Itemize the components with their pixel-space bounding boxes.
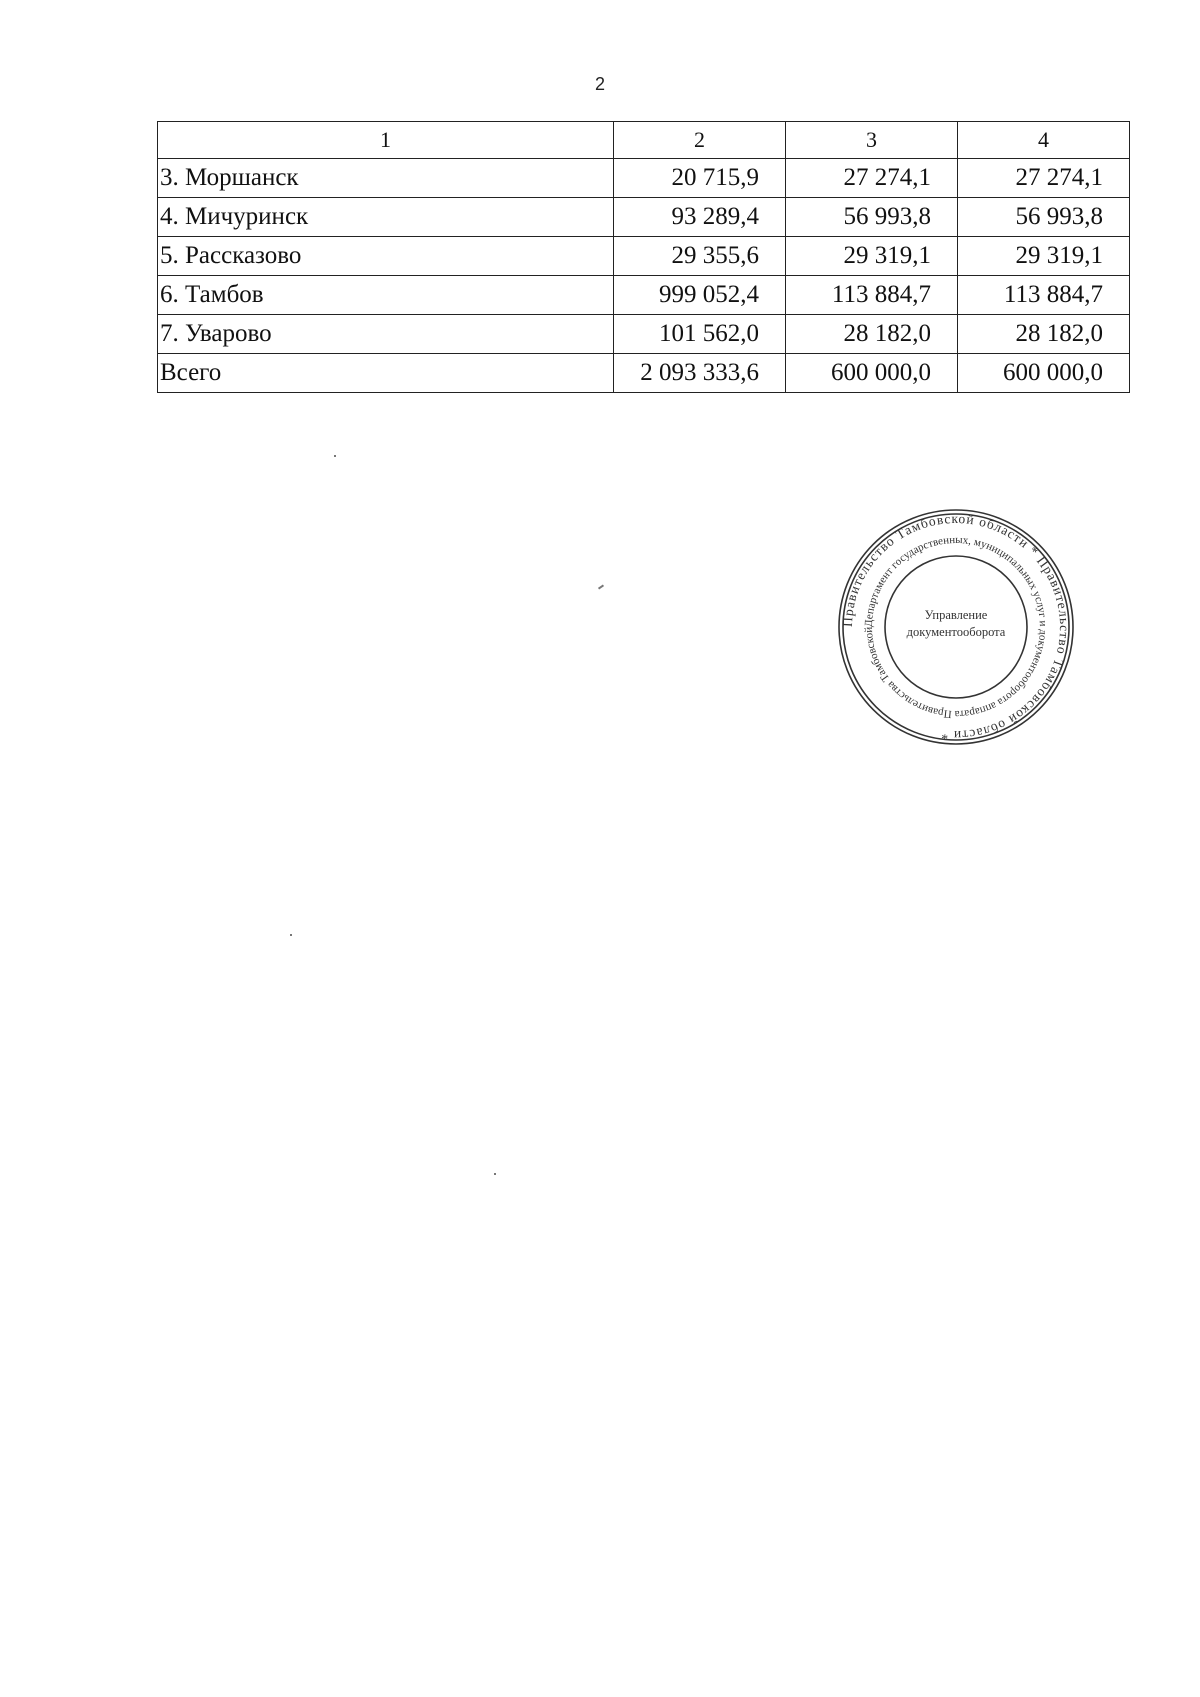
- scan-speck: [290, 934, 292, 936]
- row-value-col2: 29 355,6: [614, 237, 786, 276]
- official-seal: [836, 507, 1076, 747]
- allocation-table: [157, 121, 1130, 393]
- header-cell-2: 2: [614, 122, 786, 159]
- row-value-col3: 29 319,1: [786, 237, 958, 276]
- row-value-col2: 93 289,4: [614, 198, 786, 237]
- page-number: 2: [594, 74, 605, 94]
- row-value-col4: 600 000,0: [958, 354, 1130, 393]
- row-value-col4: 113 884,7: [958, 276, 1130, 315]
- seal-center: [906, 607, 1006, 641]
- row-value-col4: 27 274,1: [958, 159, 1130, 198]
- table-row: [158, 237, 1130, 276]
- scan-speck: [598, 584, 604, 589]
- row-value-col2: 101 562,0: [614, 315, 786, 354]
- row-name: 6. Тамбов: [158, 276, 614, 315]
- row-name: 4. Мичуринск: [158, 198, 614, 237]
- row-value-col3: 113 884,7: [786, 276, 958, 315]
- table-header-row: [158, 122, 1130, 159]
- row-value-col3: 600 000,0: [786, 354, 958, 393]
- table-row: [158, 276, 1130, 315]
- table-row: [158, 198, 1130, 237]
- row-value-col3: 56 993,8: [786, 198, 958, 237]
- row-value-col4: 56 993,8: [958, 198, 1130, 237]
- row-value-col2: 2 093 333,6: [614, 354, 786, 393]
- row-name: Всего: [158, 354, 614, 393]
- row-value-col2: 999 052,4: [614, 276, 786, 315]
- header-cell-1: 1: [158, 122, 614, 159]
- seal-outer-text: Правительство Тамбовской области * Правительство Тамбовской области *: [839, 510, 1073, 744]
- row-value-col4: 29 319,1: [958, 237, 1130, 276]
- table-row: [158, 315, 1130, 354]
- seal-middle-text: Департамент государственных, муниципальных услуг и документооборота аппарата Правительства Тамбовской: [862, 533, 1050, 721]
- seal-center-line-2: документооборота: [906, 625, 1006, 639]
- row-value-col3: 28 182,0: [786, 315, 958, 354]
- table-total-row: [158, 354, 1130, 393]
- row-name: 5. Рассказово: [158, 237, 614, 276]
- header-cell-4: 4: [958, 122, 1130, 159]
- scan-speck: [494, 1173, 496, 1175]
- row-value-col2: 20 715,9: [614, 159, 786, 198]
- row-name: 3. Моршанск: [158, 159, 614, 198]
- header-cell-3: 3: [786, 122, 958, 159]
- table-row: [158, 159, 1130, 198]
- row-value-col3: 27 274,1: [786, 159, 958, 198]
- row-name: 7. Уварово: [158, 315, 614, 354]
- seal-center-line-1: Управление: [924, 608, 988, 622]
- scan-speck: [334, 455, 336, 457]
- row-value-col4: 28 182,0: [958, 315, 1130, 354]
